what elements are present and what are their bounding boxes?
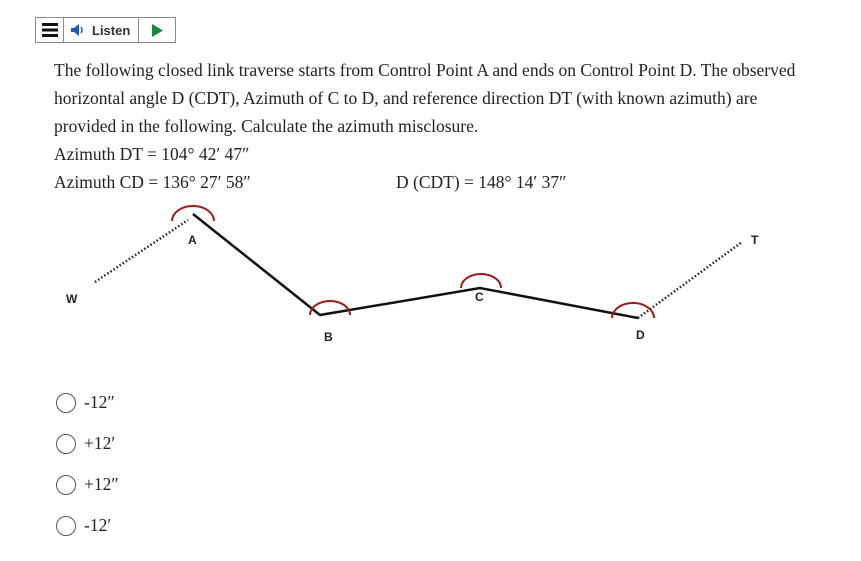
option-label: +12″	[84, 474, 119, 494]
option-label: -12′	[84, 515, 112, 535]
option-label: -12″	[84, 392, 115, 412]
point-label-t: T	[751, 233, 759, 247]
reference-line-wa	[95, 220, 188, 282]
azimuth-cd-text: Azimuth CD = 136° 27′ 58″	[54, 172, 251, 192]
angle-arc-a	[172, 206, 214, 221]
radio-button[interactable]	[56, 434, 76, 454]
point-label-a: A	[188, 233, 197, 247]
azimuth-dt-text: Azimuth DT = 104° 42′ 47″	[54, 144, 250, 164]
point-label-w: W	[66, 292, 78, 306]
point-label-c: C	[475, 290, 484, 304]
angle-arc-c	[461, 274, 501, 288]
radio-button[interactable]	[56, 393, 76, 413]
traverse-legs	[193, 214, 638, 318]
question-paragraph: The following closed link traverse starts from Control Point A and ends on Control Point D. The observed horizontal angle D (CDT), Azimuth of C to D, and reference direction DT (with known azimuth) are provided in the following. Calculate the azimuth misclosure.	[54, 60, 796, 136]
radio-button[interactable]	[56, 475, 76, 495]
option-2[interactable]	[56, 431, 119, 456]
option-3[interactable]	[56, 472, 119, 497]
reference-line-dt	[638, 242, 742, 318]
angle-d-text: D (CDT) = 148° 14′ 37″	[396, 172, 567, 192]
option-4[interactable]	[56, 513, 119, 538]
point-label-d: D	[636, 328, 645, 342]
listen-label: Listen	[92, 22, 131, 38]
radio-button[interactable]	[56, 516, 76, 536]
option-1[interactable]	[56, 390, 119, 415]
option-label: +12′	[84, 433, 116, 453]
answer-options	[56, 390, 119, 554]
point-label-b: B	[324, 330, 333, 344]
